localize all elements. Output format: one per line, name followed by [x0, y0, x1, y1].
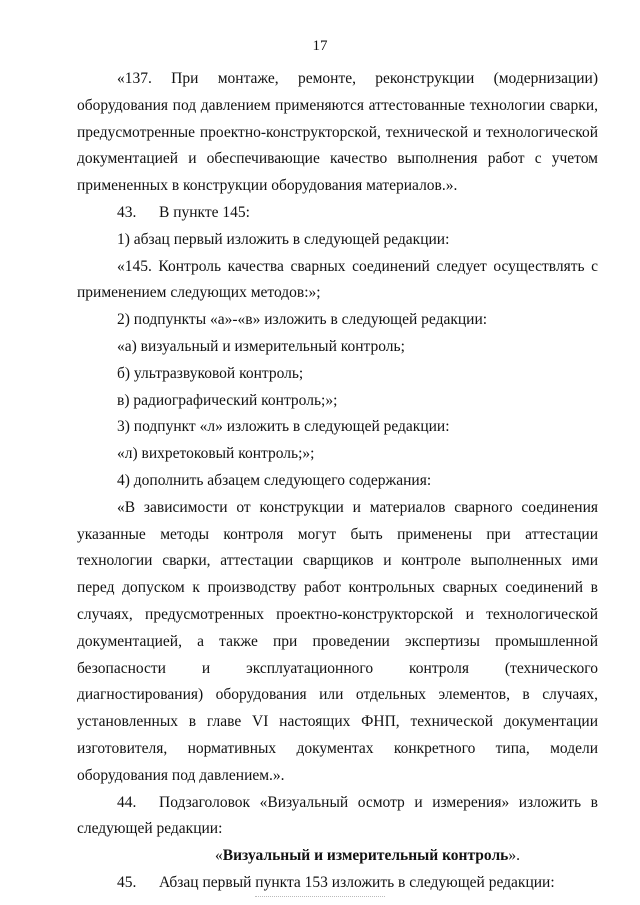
item-44-number: 44. — [117, 793, 137, 811]
item-43-text: В пункте 145: — [159, 203, 250, 221]
subitem-v: в) радиографический контроль;»; — [117, 391, 338, 409]
page-number: 17 — [312, 38, 328, 54]
item-43 — [77, 200, 598, 227]
item-44 — [77, 790, 598, 844]
paragraph-145: «145. Контроль качества сварных соединений следует осуществлять с применением следующих методов:»; — [77, 257, 598, 302]
subitem-b: б) ультразвуковой контроль; — [117, 364, 304, 382]
addition-paragraph: «В зависимости от конструкции и материалов сварного соединения указанные методы контроля могут быть применены при аттестации технологии сварки, аттестации сварщиков и контроле выполненных ими перед допуском к производству работ контрольных сварных соединений в случаях, предусмотренных проектно-конструкторской и технологической документацией, а также при проведении экспертизы промышленной безопасности и эксплуатационного контроля (технического диагностирования) оборудования или отдельных элементов, в случаях, установленных в главе VI настоящих ФНП, технической документации изготовителя, нормативных документах конкретного типа, модели оборудования под давлением.». — [77, 498, 598, 784]
item-45-text: Абзац первый пункта 153 изложить в следующей редакции: — [159, 873, 555, 891]
subitem-l: «л) вихретоковый контроль;»; — [117, 445, 315, 463]
item-45-number: 45. — [117, 873, 137, 891]
subitem-4: 4) дополнить абзацем следующего содержания: — [117, 471, 432, 489]
scan-artifact-line — [255, 896, 385, 901]
subitem-2: 2) подпункты «а»-«в» изложить в следующей редакции: — [117, 311, 488, 329]
subheading-open-quote: « — [215, 847, 223, 865]
subitem-3: 3) подпункт «л» изложить в следующей редакции: — [117, 418, 450, 436]
item-44-text: Подзаголовок «Визуальный осмотр и измерения» изложить в следующей редакции: — [77, 793, 598, 838]
subitem-1: 1) абзац первый изложить в следующей редакции: — [117, 230, 450, 248]
document-body — [77, 66, 598, 897]
subheading — [77, 843, 598, 870]
item-45 — [77, 870, 598, 897]
item-43-number: 43. — [117, 203, 137, 221]
subitem-a: «а) визуальный и измерительный контроль; — [117, 337, 405, 355]
subheading-text: Визуальный и измерительный контроль — [222, 847, 509, 865]
subheading-close-quote: ». — [508, 847, 520, 865]
paragraph-137: «137. При монтаже, ремонте, реконструкции (модернизации) оборудования под давлением применяются аттестованные технологии сварки, предусмотренные проектно-конструкторской, технической и технологической документацией и обеспечивающие качество выполнения работ с учетом примененных в конструкции оборудования материалов.». — [77, 70, 598, 195]
